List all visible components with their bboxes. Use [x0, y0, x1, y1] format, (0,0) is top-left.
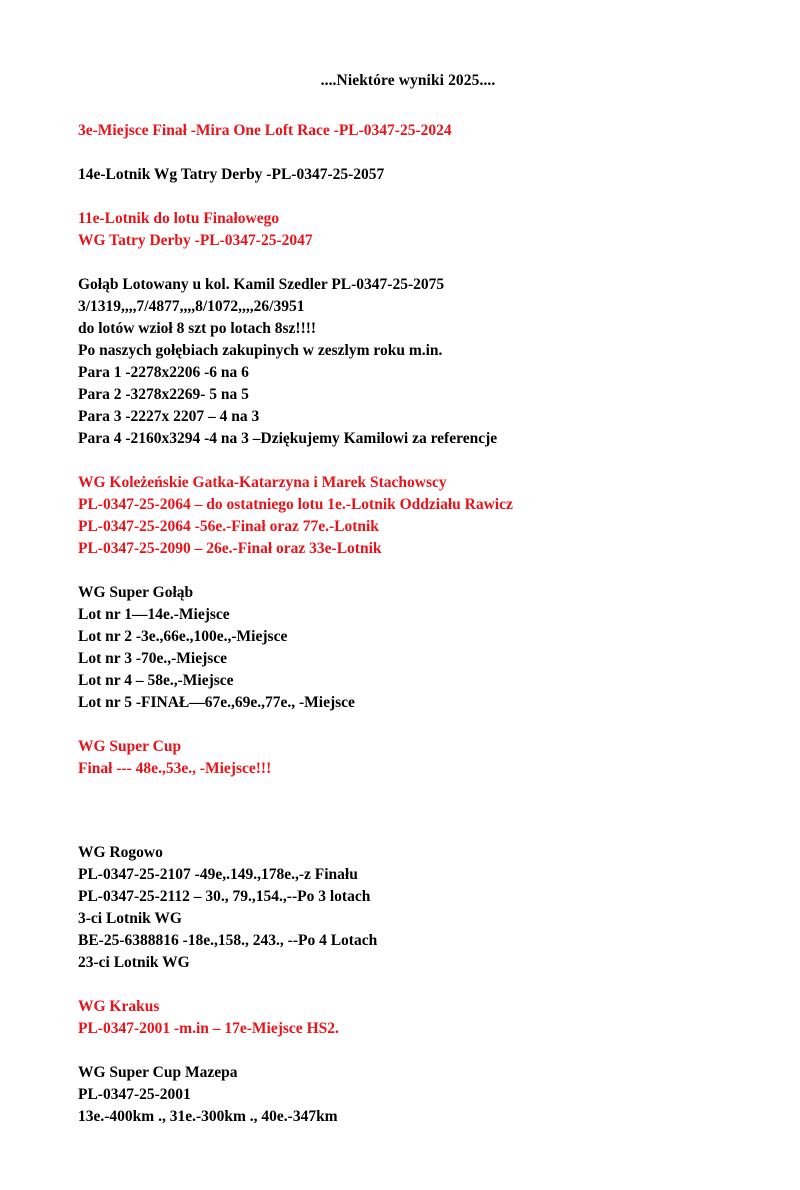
- text-block: [78, 472, 738, 560]
- text-line: 3e-Miejsce Finał -Mira One Loft Race -PL-0347-25-2024: [78, 122, 452, 139]
- text-line: WG Super Cup: [78, 738, 182, 755]
- text-line: 3-ci Lotnik WG: [78, 910, 182, 927]
- text-line: PL-0347-25-2090 – 26e.-Finał oraz 33e-Lotnik: [78, 540, 382, 557]
- text-line: WG Krakus: [78, 998, 160, 1015]
- vertical-spacer: [78, 802, 738, 842]
- text-block: [78, 120, 738, 142]
- text-line: WG Super Cup Mazepa: [78, 1064, 238, 1081]
- text-line: PL-0347-2001 -m.in – 17e-Miejsce HS2.: [78, 1020, 339, 1037]
- text-block: [78, 996, 738, 1040]
- text-line: Para 1 -2278x2206 -6 na 6: [78, 364, 249, 381]
- text-line: Para 3 -2227x 2207 – 4 na 3: [78, 408, 260, 425]
- text-line: Finał --- 48e.,53e., -Miejsce!!!: [78, 760, 272, 777]
- text-block: [78, 736, 738, 780]
- text-line: PL-0347-25-2001: [78, 1086, 191, 1103]
- text-line: Lot nr 4 – 58e.,-Miejsce: [78, 672, 234, 689]
- text-line: Para 4 -2160x3294 -4 na 3 –Dziękujemy Kamilowi za referencje: [78, 430, 498, 447]
- text-line: WG Koleżeńskie Gatka-Katarzyna i Marek Stachowscy: [78, 474, 447, 491]
- text-block: [78, 274, 738, 450]
- text-line: Lot nr 3 -70e.,-Miejsce: [78, 650, 228, 667]
- page-title: ....Niektóre wyniki 2025....: [320, 72, 496, 89]
- text-line: WG Super Gołąb: [78, 584, 194, 601]
- text-line: Lot nr 5 -FINAŁ—67e.,69e.,77e., -Miejsce: [78, 694, 355, 711]
- text-line: 13e.-400km ., 31e.-300km ., 40e.-347km: [78, 1108, 338, 1125]
- text-line: WG Rogowo: [78, 844, 163, 861]
- text-line: PL-0347-25-2107 -49e,.149.,178e.,-z Finału: [78, 866, 358, 883]
- document-body: [78, 120, 738, 1128]
- text-line: 3/1319,,,,7/4877,,,,8/1072,,,,26/3951: [78, 298, 305, 315]
- text-line: Po naszych gołębiach zakupinych w zeszlym roku m.in.: [78, 342, 443, 359]
- text-block: [78, 582, 738, 714]
- text-line: WG Tatry Derby -PL-0347-25-2047: [78, 232, 313, 249]
- text-block: [78, 164, 738, 186]
- text-line: Gołąb Lotowany u kol. Kamil Szedler PL-0347-25-2075: [78, 276, 445, 293]
- text-line: 14e-Lotnik Wg Tatry Derby -PL-0347-25-2057: [78, 166, 385, 183]
- text-line: PL-0347-25-2064 -56e.-Finał oraz 77e.-Lotnik: [78, 518, 379, 535]
- text-line: Lot nr 1—14e.-Miejsce: [78, 606, 230, 623]
- text-line: BE-25-6388816 -18e.,158., 243., --Po 4 Lotach: [78, 932, 378, 949]
- text-line: do lotów wzioł 8 szt po lotach 8sz!!!!: [78, 320, 317, 337]
- text-line: 11e-Lotnik do lotu Finałowego: [78, 210, 280, 227]
- text-line: 23-ci Lotnik WG: [78, 954, 190, 971]
- text-line: PL-0347-25-2112 – 30., 79.,154.,--Po 3 lotach: [78, 888, 371, 905]
- text-block: [78, 842, 738, 974]
- text-line: PL-0347-25-2064 – do ostatniego lotu 1e.-Lotnik Oddziału Rawicz: [78, 496, 513, 513]
- text-line: Para 2 -3278x2269- 5 na 5: [78, 386, 249, 403]
- text-block: [78, 208, 738, 252]
- text-block: [78, 1062, 738, 1128]
- text-line: Lot nr 2 -3e.,66e.,100e.,-Miejsce: [78, 628, 288, 645]
